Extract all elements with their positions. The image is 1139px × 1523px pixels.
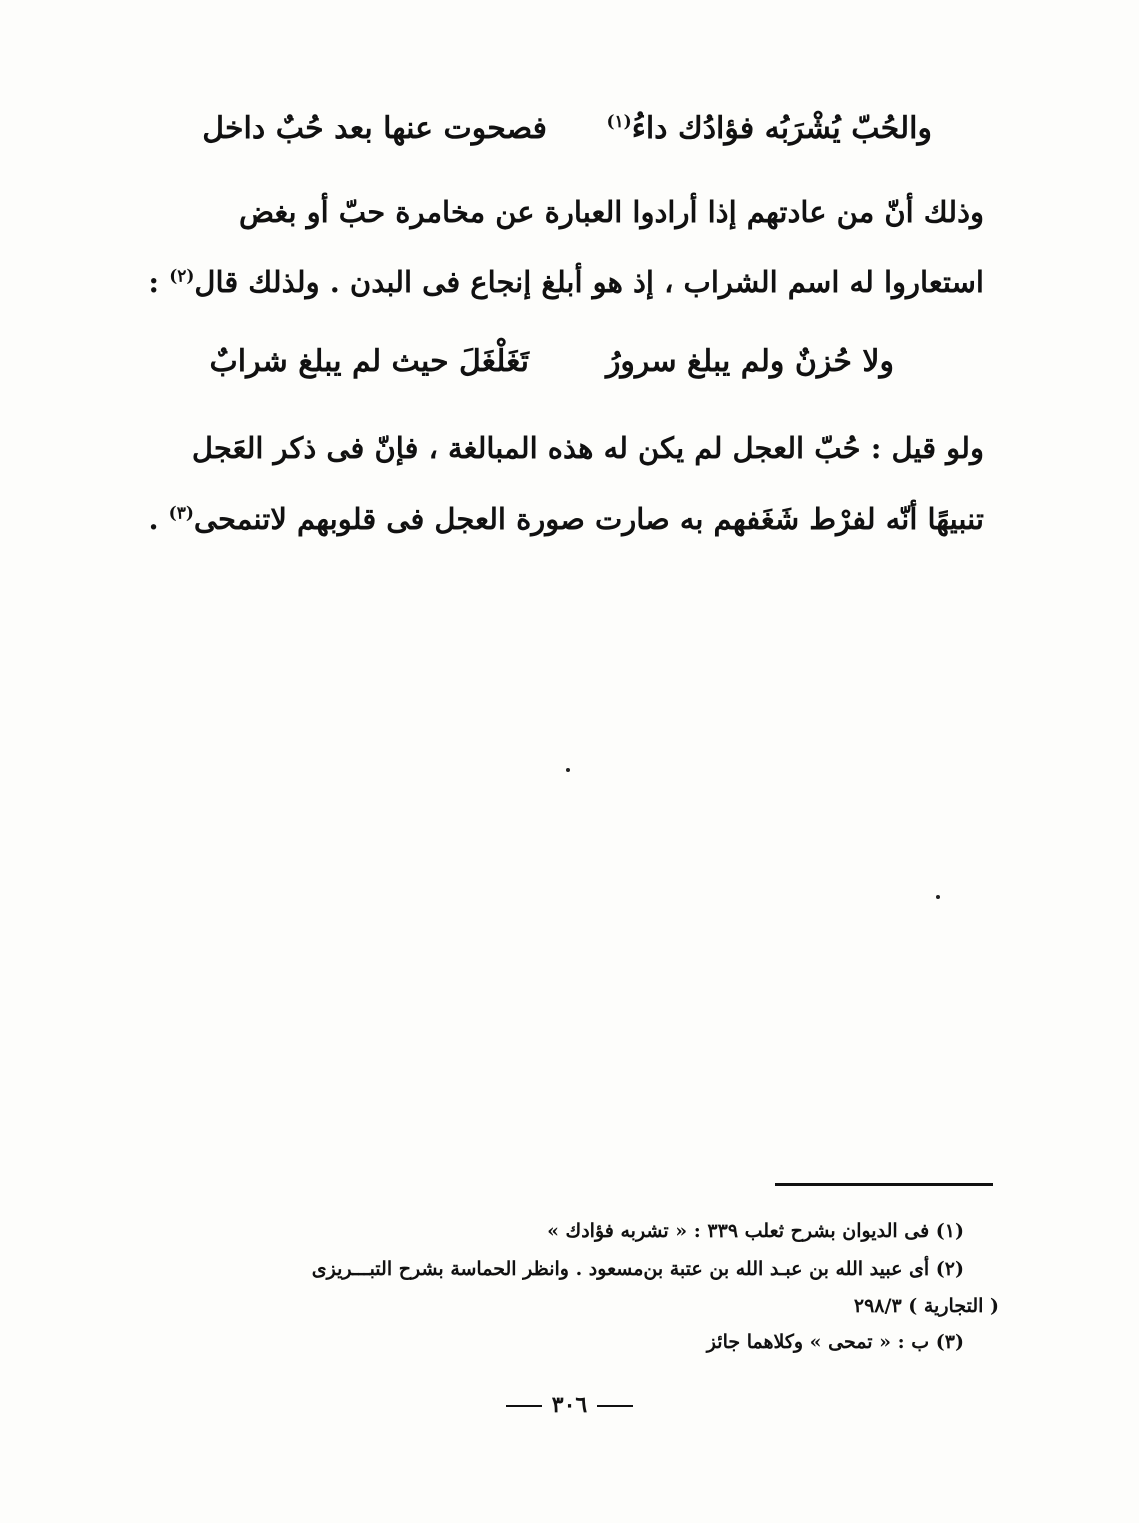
page-number-text: ٣٠٦ [551,1392,588,1418]
prose1-line1: وذلك أنّ من عادتهم إذا أرادوا العبارة عن مخامرة حبّ أو بغض [238,195,984,229]
verse2-hemistich1 [209,344,529,379]
prose2-line2-text: تنبيهًا أنّه لفرْط شَغَفهم به صارت صورة العجل فى قلوبهم لاتنمحى [193,502,984,536]
page-number-dash-right [597,1405,633,1407]
footnote-1: (١) فى الديوان بشرح ثعلب ٣٣٩ : « تشربه فؤادك » [547,1220,964,1242]
prose1-line2 [148,265,984,299]
footnote-3: (٣) ب : « تمحى » وكلاهما جائز [706,1331,964,1353]
verse2-hemistich2-text: ولا حُزنٌ ولم يبلغ سرورُ [605,344,894,379]
verse1-hemistich1 [202,111,547,146]
prose1-line2-end: : [148,265,170,299]
verse1-hemistich2 [606,111,932,146]
footnote-marker-2: (٢) [169,266,195,287]
verse1-hemistich2-text: والحُبّ يُشْرَبُه فؤادُك داءُ [631,111,932,146]
scan-speck [566,768,570,772]
footnote-2-line2: ( التجارية ) ٢٩٨/٣ [853,1295,999,1317]
footnote-2-line1: (٢) أى عبيد الله بن عبـد الله بن عتبة بن‌مسعود . وانظر الحماسة بشرح التبـــريزى [311,1258,964,1280]
footnote-marker-3: (٣) [168,503,194,524]
scan-speck [936,895,940,899]
page-number [0,1392,1139,1418]
prose1-line2-text: استعاروا له اسم الشراب ، إذ هو أبلغ إنجاع فى البدن . ولذلك قال [194,265,984,299]
verse2-hemistich1-text: تَغَلْغَلَ حيث لم يبلغ شرابٌ [209,344,529,379]
prose2-line2-end: . [148,502,169,536]
prose2-line1: ولو قيل : حُبّ العجل لم يكن له هذه المبالغة ، فإنّ فى ذكر العَجل [191,431,984,465]
footnote-marker-1: (١) [606,112,632,132]
prose2-line2 [148,502,984,536]
footnote-separator [775,1183,993,1186]
verse1-hemistich1-text: فصحوت عنها بعد حُبٌ داخل [202,111,547,146]
page-number-dash-left [506,1405,542,1407]
verse2-hemistich2 [605,344,894,379]
